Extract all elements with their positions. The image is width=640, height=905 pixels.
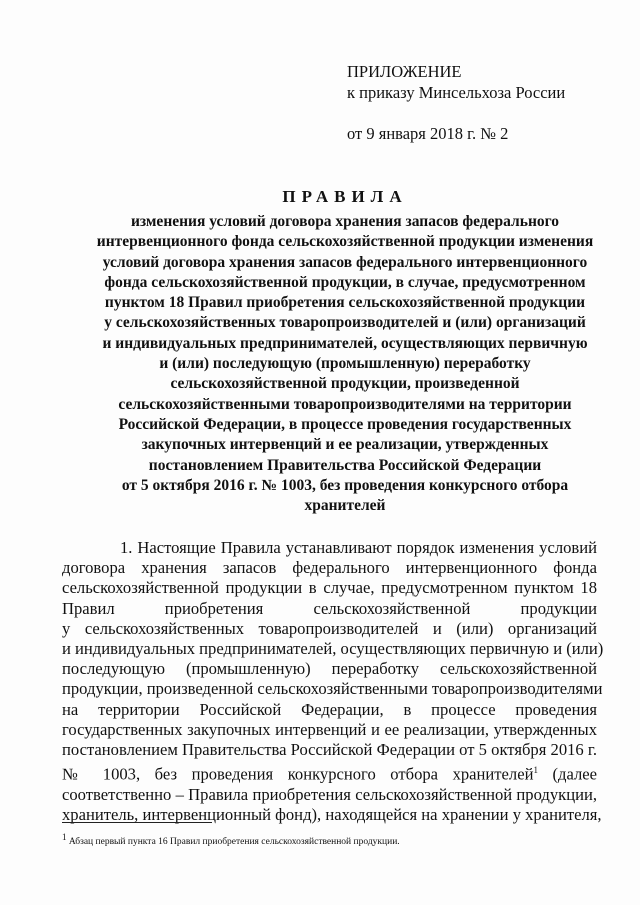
appendix-label: ПРИЛОЖЕНИЕ [347,62,462,81]
body-line: последующую (промышленную) переработку сельскохозяйственной [62,659,597,679]
body-paragraph [62,538,604,825]
body-line [62,760,597,785]
subtitle-line: Российской Федерации, в процессе проведения государственных [118,415,572,433]
body-line: и индивидуальных предпринимателей, осуществляющих первичную и (или) [62,639,604,659]
subtitle-line: интервенционного фонда сельскохозяйственной продукции изменения [96,233,594,251]
body-line-text: (далее [537,764,597,784]
body-line: хранитель, интервенционный фонд), находящейся на хранении у хранителя, [62,805,602,825]
subtitle-line: хранителей [304,497,386,515]
subtitle-line: постановлением Правительства Российской Федерации [148,456,542,474]
body-line: продукции, произведенной сельскохозяйственными товаропроизводителями [62,679,603,699]
body-line: соответственно – Правила приобретения сельскохозяйственной продукции, [62,784,597,804]
body-line: на территории Российской Федерации, в процессе проведения [62,699,597,719]
document-subtitle [90,212,600,516]
document-title: ПРАВИЛА [282,187,408,206]
subtitle-line: изменения условий договора хранения запасов федерального [130,213,560,230]
subtitle-line: закупочных интервенций и ее реализации, утвержденных [141,436,549,454]
subtitle-line: и (или) последующую (промышленную) переработку [159,355,531,373]
body-line: государственных закупочных интервенций и ее реализации, утвержденных [62,719,597,739]
order-date: от 9 января 2018 г. № 2 [347,124,509,143]
footnote [62,832,400,847]
body-line: 1. Настоящие Правила устанавливают порядок изменения условий [120,538,597,557]
body-line-text: № 1003, без проведения конкурсного отбора хранителей [62,764,534,784]
subtitle-line: от 5 октября 2016 г. № 1003, без проведения конкурсного отбора [121,476,569,494]
subtitle-line: пунктом 18 Правил приобретения сельскохозяйственной продукции [104,294,586,312]
body-line: постановлением Правительства Российской Федерации от 5 октября 2016 г. [62,740,597,760]
body-line: у сельскохозяйственных товаропроизводителей и (или) организаций [62,618,597,638]
footnote-divider [62,822,212,823]
order-reference: к приказу Минсельхоза России [347,83,566,102]
subtitle-line: и индивидуальных предпринимателей, осуществляющих первичную [102,334,588,352]
subtitle-line: условий договора хранения запасов федерального интервенционного [102,253,588,271]
subtitle-line: сельскохозяйственными товаропроизводителями на территории [118,395,572,413]
subtitle-line: сельскохозяйственной продукции, произведенной [170,375,520,393]
subtitle-line: у сельскохозяйственных товаропроизводителей и (или) организаций [104,314,586,332]
body-line: договора хранения запасов федерального интервенционного фонда [62,558,597,578]
footnote-mark: 1 [62,832,67,842]
body-line: Правил приобретения сельскохозяйственной продукции [62,598,597,618]
footnote-ref[interactable]: 1 [533,765,538,776]
footnote-text: Абзац первый пункта 16 Правил приобретения сельскохозяйственной продукции. [66,837,400,848]
body-line: сельскохозяйственной продукции в случае, предусмотренном пунктом 18 [62,578,597,598]
subtitle-line: фонда сельскохозяйственной продукции, в случае, предусмотренном [104,273,586,291]
